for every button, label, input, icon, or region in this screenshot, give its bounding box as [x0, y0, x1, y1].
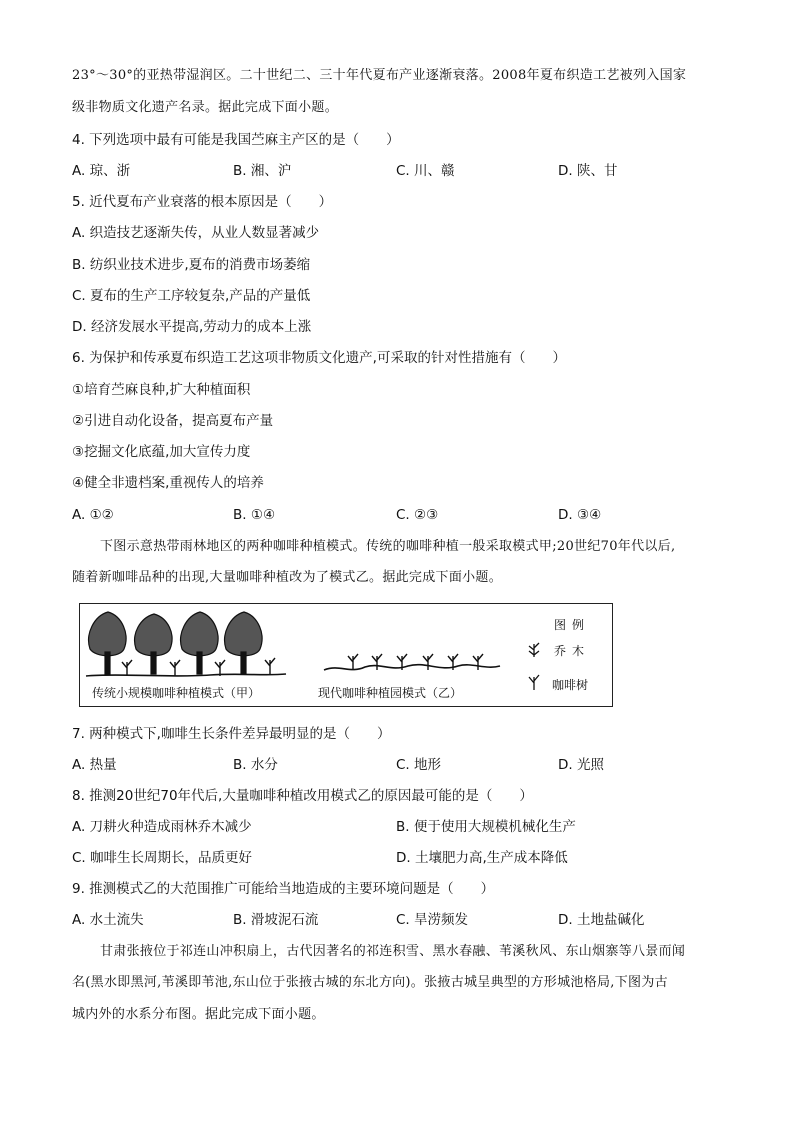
- figure-caption-mode-b: 现代咖啡种植园模式（乙）: [318, 686, 463, 700]
- q5-option-d[interactable]: D. 经济发展水平提高,劳动力的成本上涨: [72, 319, 312, 335]
- intro-text-line: 城内外的水系分布图。据此完成下面小题。: [72, 1007, 325, 1022]
- coffee-plant-icon: [348, 654, 483, 670]
- tree-icon: [89, 612, 126, 674]
- tree-icon: [135, 614, 172, 674]
- q5-option-a[interactable]: A. 织造技艺逐渐失传，从业人数显著减少: [72, 225, 320, 241]
- question-4-stem: 4. 下列选项中最有可能是我国苎麻主产区的是（ ）: [72, 132, 400, 148]
- ground-line: [86, 674, 286, 676]
- q7-option-d[interactable]: D. 光照: [558, 757, 604, 773]
- tree-icon: [225, 612, 262, 674]
- intro-text-line: 级非物质文化遗产名录。据此完成下面小题。: [72, 100, 339, 115]
- legend-coffee-label: 咖啡树: [552, 678, 589, 692]
- intro-text-line: 甘肃张掖位于祁连山冲积扇上，古代因著名的祁连积雪、黑水春融、苇溪秋风、东山烟寨等八景而闻: [100, 944, 686, 959]
- q4-option-d[interactable]: D. 陕、甘: [558, 163, 618, 179]
- q8-option-b[interactable]: B. 便于使用大规模机械化生产: [396, 819, 576, 835]
- legend-tree-icon: [529, 643, 539, 657]
- intro-text-line: 名(黑水即黑河,苇溪即苇池,东山位于张掖古城的东北方向)。张掖古城呈典型的方形城池格局,下图为古: [72, 975, 668, 990]
- legend-title: 图例: [554, 618, 591, 632]
- figure-caption-mode-a: 传统小规模咖啡种植模式（甲）: [92, 686, 261, 700]
- q8-option-d[interactable]: D. 土壤肥力高,生产成本降低: [396, 850, 568, 866]
- q4-option-c[interactable]: C. 川、赣: [396, 163, 455, 179]
- question-9-stem: 9. 推测模式乙的大范围推广可能给当地造成的主要环境问题是（ ）: [72, 881, 495, 897]
- ground-line: [324, 665, 500, 670]
- q8-option-a[interactable]: A. 刀耕火种造成雨林乔木减少: [72, 819, 252, 835]
- q9-option-a[interactable]: A. 水土流失: [72, 912, 144, 928]
- q6-option-b[interactable]: B. ①④: [233, 507, 276, 523]
- question-6-stem: 6. 为保护和传承夏布织造工艺这项非物质文化遗产,可采取的针对性措施有（ ）: [72, 350, 566, 366]
- legend-tree-label: 乔木: [554, 644, 591, 658]
- legend-coffee-icon: [529, 675, 539, 690]
- q6-item-1: ①培育苎麻良种,扩大种植面积: [72, 382, 251, 398]
- intro-text-line: 23°～30°的亚热带湿润区。二十世纪二、三十年代夏布产业逐渐衰落。2008年夏布织造工艺被列入国家: [72, 68, 687, 83]
- q7-option-c[interactable]: C. 地形: [396, 757, 442, 773]
- q8-option-c[interactable]: C. 咖啡生长周期长，品质更好: [72, 850, 253, 866]
- q6-option-d[interactable]: D. ③④: [558, 507, 602, 523]
- q9-option-c[interactable]: C. 旱涝频发: [396, 912, 469, 928]
- question-5-stem: 5. 近代夏布产业衰落的根本原因是（ ）: [72, 194, 333, 210]
- q6-item-3: ③挖掘文化底蕴,加大宣传力度: [72, 444, 251, 460]
- coffee-planting-figure: [79, 603, 613, 707]
- q5-option-b[interactable]: B. 纺织业技术进步,夏布的消费市场萎缩: [72, 257, 311, 273]
- intro-text-line: 下图示意热带雨林地区的两种咖啡种植模式。传统的咖啡种植一般采取模式甲;20世纪70年代以后,: [100, 539, 676, 554]
- q6-option-a[interactable]: A. ①②: [72, 507, 114, 523]
- q9-option-d[interactable]: D. 土地盐碱化: [558, 912, 645, 928]
- tree-icon: [181, 612, 218, 674]
- q6-item-2: ②引进自动化设备，提高夏布产量: [72, 413, 274, 429]
- q9-option-b[interactable]: B. 滑坡泥石流: [233, 912, 319, 928]
- q5-option-c[interactable]: C. 夏布的生产工序较复杂,产品的产量低: [72, 288, 311, 304]
- q6-item-4: ④健全非遗档案,重视传人的培养: [72, 475, 264, 491]
- q6-option-c[interactable]: C. ②③: [396, 507, 439, 523]
- question-7-stem: 7. 两种模式下,咖啡生长条件差异最明显的是（ ）: [72, 726, 391, 742]
- question-8-stem: 8. 推测20世纪70年代后,大量咖啡种植改用模式乙的原因最可能的是（ ）: [72, 788, 533, 804]
- q7-option-a[interactable]: A. 热量: [72, 757, 117, 773]
- q4-option-a[interactable]: A. 琼、浙: [72, 163, 131, 179]
- intro-text-line: 随着新咖啡品种的出现,大量咖啡种植改为了模式乙。据此完成下面小题。: [72, 570, 503, 585]
- q4-option-b[interactable]: B. 湘、沪: [233, 163, 292, 179]
- q7-option-b[interactable]: B. 水分: [233, 757, 278, 773]
